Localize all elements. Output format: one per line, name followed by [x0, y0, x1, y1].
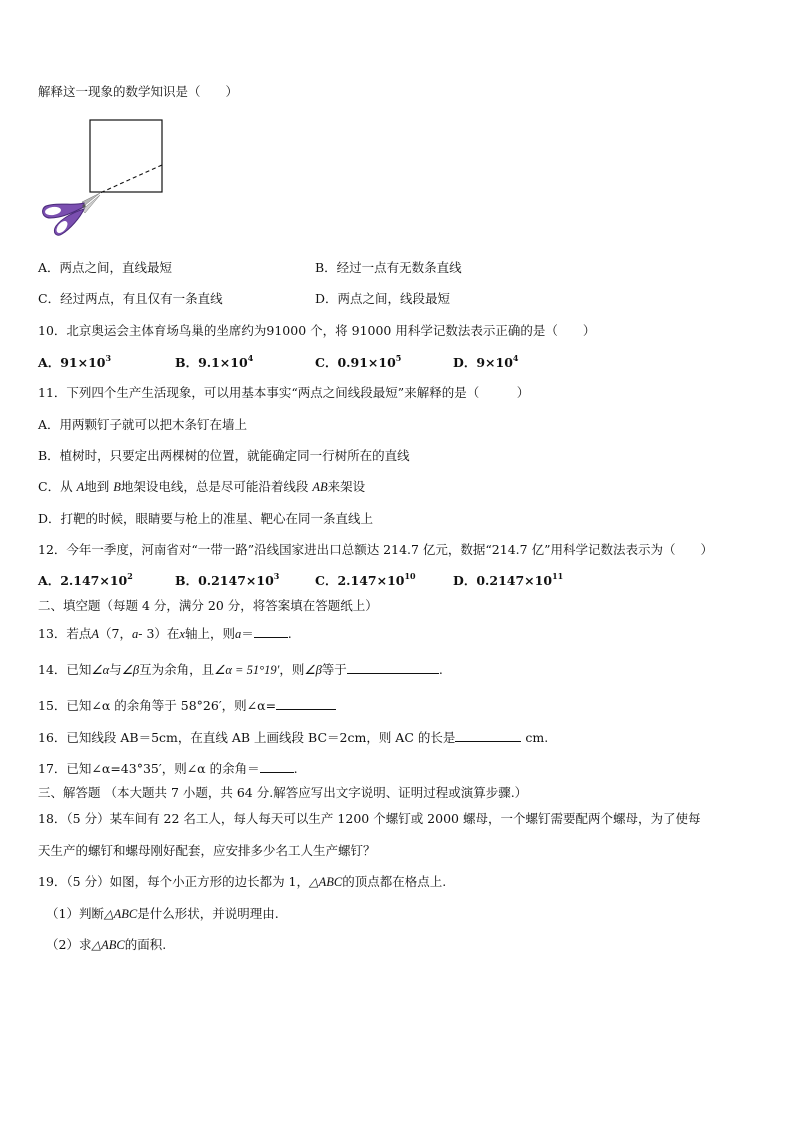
q11-option-c: C．从 A地到 B地架设电线，总是尽可能沿着线段 AB来架设	[38, 479, 366, 494]
q14-answer-blank[interactable]	[347, 661, 439, 674]
scissors-icon	[43, 193, 100, 235]
q9-option-d: D．两点之间，线段最短	[315, 291, 451, 306]
q18-line1: 18．（5 分）某车间有 22 名工人，每人每天可以生产 1200 个螺钉或 2000 螺母，一个螺钉需要配两个螺母，为了使每	[38, 811, 701, 826]
q19-part1: （1）判断△ABC是什么形状，并说明理由.	[46, 906, 279, 921]
q16: 16．已知线段 AB＝5cm，在直线 AB 上画线段 BC＝2cm，则 AC 的长是 cm.	[38, 730, 549, 745]
q12-option-c: C．$2.147\times 10^{10}$	[315, 571, 416, 588]
cut-line	[100, 165, 162, 193]
q13: 13．若点A（7，a- 3）在x轴上，则a＝ .	[38, 626, 292, 641]
q13-answer-blank[interactable]	[254, 625, 288, 638]
q15-answer-blank[interactable]	[276, 697, 336, 710]
section-fill-in-heading: 二、填空题（每题 4 分，满分 20 分，将答案填在答题纸上）	[38, 598, 378, 613]
q12-option-d: D．$0.2147\times 10^{11}$	[453, 571, 564, 588]
q16-answer-blank[interactable]	[455, 729, 521, 742]
q10-option-c: C．$0.91\times 10^5$	[315, 353, 402, 370]
q10-option-d: D．$9\times 10^4$	[453, 353, 519, 370]
q11-option-a: A．用两颗钉子就可以把木条钉在墙上	[38, 417, 248, 432]
section-solutions-heading: 三、解答题 （本大题共 7 小题，共 64 分.解答应写出文字说明、证明过程或演算步骤.）	[38, 785, 528, 800]
q19-stem: 19．（5 分）如图，每个小正方形的边长都为 1，△ABC的顶点都在格点上.	[38, 874, 447, 889]
q17: 17．已知∠α=43°35′，则∠α 的余角＝ .	[38, 761, 298, 776]
q9-option-c: C．经过两点，有且仅有一条直线	[38, 291, 223, 306]
q12-stem: 12．今年一季度，河南省对“一带一路”沿线国家进出口总额达 214.7 亿元，数据“214.7 亿”用科学记数法表示为（ ）	[38, 542, 713, 557]
q15: 15．已知∠α 的余角等于 58°26′，则∠α=	[38, 697, 336, 714]
q11-option-b: B．植树时，只要定出两棵树的位置，就能确定同一行树所在的直线	[38, 448, 410, 463]
q9-option-a: A．两点之间，直线最短	[38, 260, 173, 275]
q17-answer-blank[interactable]	[260, 760, 294, 773]
q18-line2: 天生产的螺钉和螺母刚好配套，应安排多少名工人生产螺钉？	[38, 843, 376, 858]
q11-stem: 11．下列四个生产生活现象，可以用基本事实“两点之间线段最短”来解释的是（ ）	[38, 385, 530, 400]
q9-option-b: B．经过一点有无数条直线	[315, 260, 462, 275]
q12-option-a: A．$2.147\times 10^2$	[38, 571, 133, 588]
square-paper	[90, 120, 162, 192]
question-intro: 解释这一现象的数学知识是（ ）	[38, 84, 239, 99]
q19-part2: （2）求△ABC的面积.	[46, 937, 167, 952]
q11-option-d: D．打靶的时候，眼睛要与枪上的准星、靶心在同一条直线上	[38, 511, 374, 526]
q10-option-b: B．$9.1\times 10^4$	[175, 353, 254, 370]
q10-stem: 10．北京奥运会主体育场鸟巢的坐席约为91000 个，将 91000 用科学记数法表示正确的是（ ）	[38, 323, 596, 338]
scissors-cutting-square-figure	[38, 114, 168, 244]
q10-option-a: A．$91\times 10^3$	[38, 353, 112, 370]
q14: 14．已知∠α与∠β互为余角，且∠α = 51°19′，则∠β等于 .	[38, 662, 443, 677]
q12-option-b: B．$0.2147\times 10^3$	[175, 571, 280, 588]
